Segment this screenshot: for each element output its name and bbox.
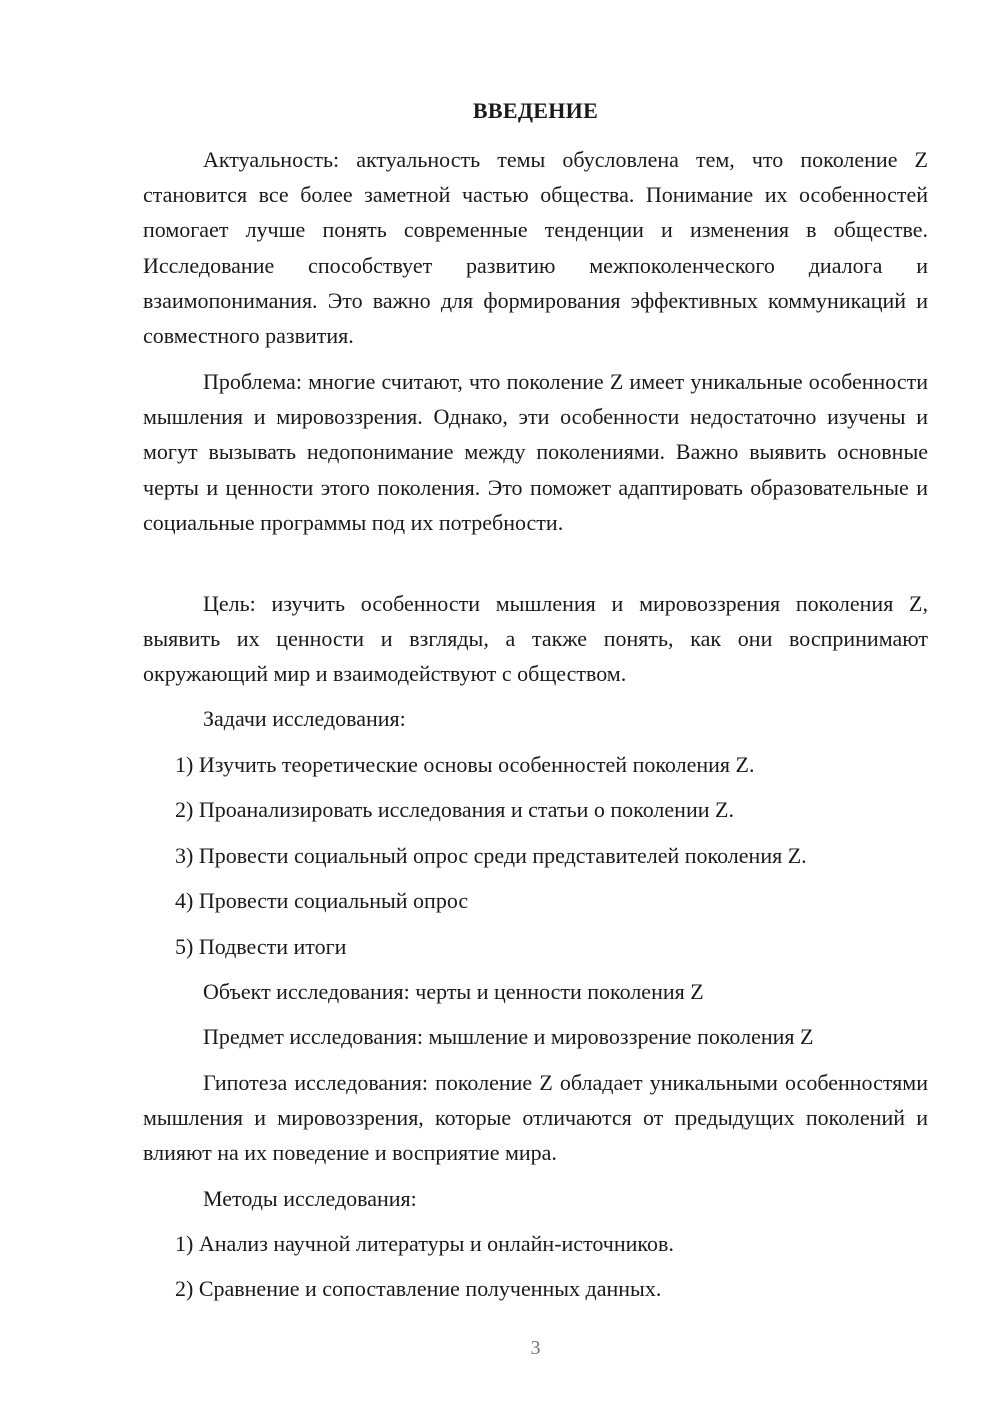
task-item-5: 5) Подвести итоги xyxy=(175,934,347,959)
paragraph-hypothesis: Гипотеза исследования: поколение Z обладает уникальными особенностями мышления и мировоззрения, которые отличаются от предыдущих поколений и влияют на их поведение и восприятие мира. xyxy=(143,1070,928,1166)
methods-heading: Методы исследования: xyxy=(203,1186,417,1211)
research-object: Объект исследования: черты и ценности поколения Z xyxy=(203,979,704,1004)
paragraph-relevance: Актуальность: актуальность темы обусловлена тем, что поколение Z становится все более заметной частью общества. Понимание их особенностей помогает лучше понять современные тенденции и изменения в обществе. Исследование способствует развитию межпоколенческого диалога и взаимопонимания. Это важно для формирования эффективных коммуникаций и совместного развития. xyxy=(143,147,928,349)
method-item-2: 2) Сравнение и сопоставление полученных данных. xyxy=(175,1276,662,1301)
document-page xyxy=(143,0,928,1414)
task-item-4: 4) Провести социальный опрос xyxy=(175,888,469,913)
page-number: 3 xyxy=(530,1337,541,1359)
task-item-1: 1) Изучить теоретические основы особенностей поколения Z. xyxy=(175,752,755,777)
task-item-3: 3) Провести социальный опрос среди представителей поколения Z. xyxy=(175,843,807,868)
task-item-2: 2) Проанализировать исследования и статьи о поколении Z. xyxy=(175,797,734,822)
page-title: ВВЕДЕНИЕ xyxy=(472,98,599,123)
method-item-1: 1) Анализ научной литературы и онлайн-источников. xyxy=(175,1231,674,1256)
paragraph-goal: Цель: изучить особенности мышления и мировоззрения поколения Z, выявить их ценности и взгляды, а также понять, как они воспринимают окружающий мир и взаимодействуют с обществом. xyxy=(143,591,928,687)
research-subject: Предмет исследования: мышление и мировоззрение поколения Z xyxy=(203,1024,814,1049)
tasks-heading: Задачи исследования: xyxy=(203,706,406,731)
paragraph-problem: Проблема: многие считают, что поколение Z имеет уникальные особенности мышления и мировоззрения. Однако, эти особенности недостаточно изучены и могут вызывать недопонимание между поколениями. Важно выявить основные черты и ценности этого поколения. Это поможет адаптировать образовательные и социальные программы под их потребности. xyxy=(143,369,928,535)
